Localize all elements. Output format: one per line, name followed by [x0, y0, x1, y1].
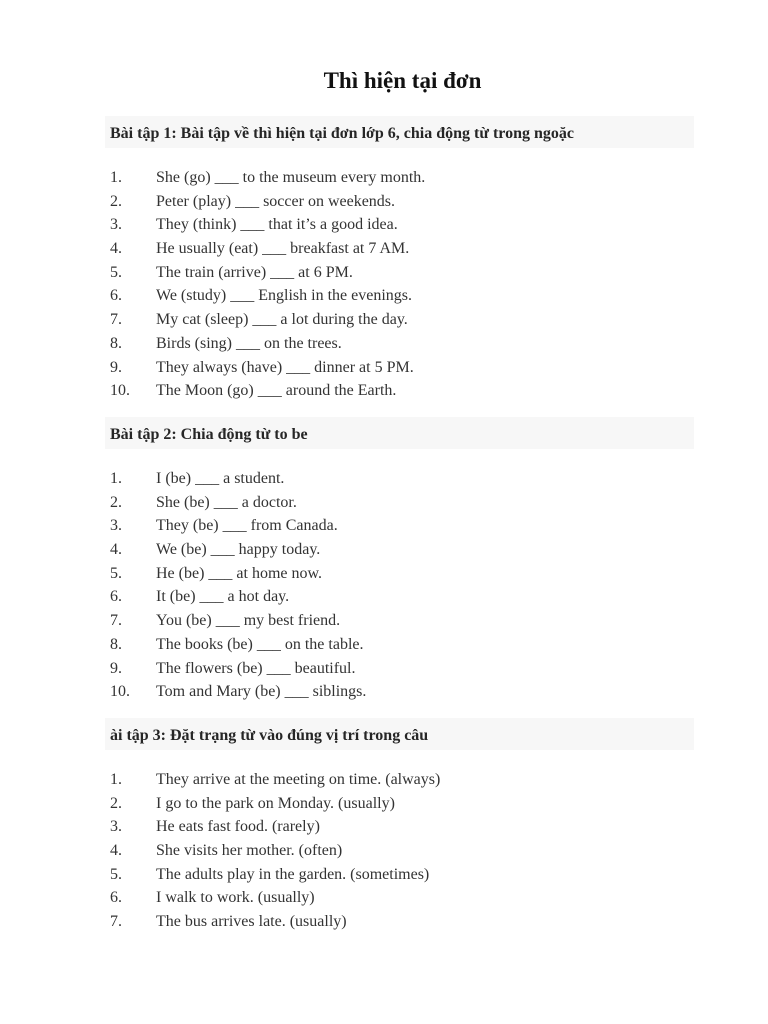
exercise-2-heading: Bài tập 2: Chia động từ to be [105, 417, 694, 449]
item-number: 6. [110, 588, 122, 606]
item-number: 10. [110, 683, 130, 701]
item-text: My cat (sleep) ___ a lot during the day. [156, 311, 408, 329]
item-number: 5. [110, 865, 122, 883]
item-number: 7. [110, 913, 122, 931]
item-text: They always (have) ___ dinner at 5 PM. [156, 358, 414, 376]
document-title: Thì hiện tại đơn [323, 68, 482, 93]
item-text: They (think) ___ that it’s a good idea. [156, 216, 398, 234]
item-number: 3. [110, 818, 122, 836]
item-number: 4. [110, 842, 122, 860]
item-number: 2. [110, 493, 122, 511]
item-number: 6. [110, 287, 122, 305]
item-text: We (study) ___ English in the evenings. [156, 287, 413, 305]
item-text: They arrive at the meeting on time. (always) [156, 771, 441, 788]
item-number: 2. [110, 794, 122, 812]
exercise-3-heading: ài tập 3: Đặt trạng từ vào đúng vị trí trong câu [105, 718, 694, 750]
item-number: 1. [110, 169, 122, 186]
item-number: 2. [110, 192, 122, 210]
item-number: 5. [110, 564, 122, 582]
item-text: He eats fast food. (rarely) [156, 818, 320, 836]
item-number: 7. [110, 612, 122, 630]
item-text: She visits her mother. (often) [156, 842, 343, 860]
item-number: 5. [110, 263, 122, 281]
item-number: 9. [110, 358, 122, 376]
item-text: She (go) ___ to the museum every month. [156, 169, 426, 186]
item-text: I (be) ___ a student. [156, 470, 285, 487]
item-text: The train (arrive) ___ at 6 PM. [156, 263, 353, 281]
item-number: 10. [110, 382, 130, 400]
exercise-1-heading: Bài tập 1: Bài tập về thì hiện tại đơn lớp 6, chia động từ trong ngoặc [105, 116, 694, 148]
item-text: Birds (sing) ___ on the trees. [156, 334, 342, 352]
item-number: 4. [110, 240, 122, 258]
item-number: 9. [110, 659, 122, 677]
item-text: Peter (play) ___ soccer on weekends. [156, 192, 396, 210]
item-number: 4. [110, 541, 122, 559]
item-text: It (be) ___ a hot day. [156, 588, 290, 606]
item-text: He usually (eat) ___ breakfast at 7 AM. [156, 240, 410, 258]
item-text: We (be) ___ happy today. [156, 541, 321, 559]
item-number: 1. [110, 771, 122, 788]
item-text: The Moon (go) ___ around the Earth. [156, 382, 397, 400]
item-number: 6. [110, 889, 122, 907]
item-number: 3. [110, 216, 122, 234]
item-number: 1. [110, 470, 122, 487]
item-number: 8. [110, 635, 122, 653]
item-number: 3. [110, 517, 122, 535]
item-number: 7. [110, 311, 122, 329]
item-text: The books (be) ___ on the table. [156, 635, 364, 653]
item-number: 8. [110, 334, 122, 352]
item-text: The flowers (be) ___ beautiful. [156, 659, 356, 677]
item-text: The adults play in the garden. (sometimes) [156, 865, 430, 883]
item-text: They (be) ___ from Canada. [156, 517, 338, 535]
item-text: I go to the park on Monday. (usually) [156, 794, 395, 812]
item-text: I walk to work. (usually) [156, 889, 315, 907]
item-text: The bus arrives late. (usually) [156, 913, 347, 931]
item-text: He (be) ___ at home now. [156, 564, 323, 582]
item-text: You (be) ___ my best friend. [156, 612, 341, 630]
item-text: Tom and Mary (be) ___ siblings. [156, 683, 367, 701]
item-text: She (be) ___ a doctor. [156, 493, 297, 511]
